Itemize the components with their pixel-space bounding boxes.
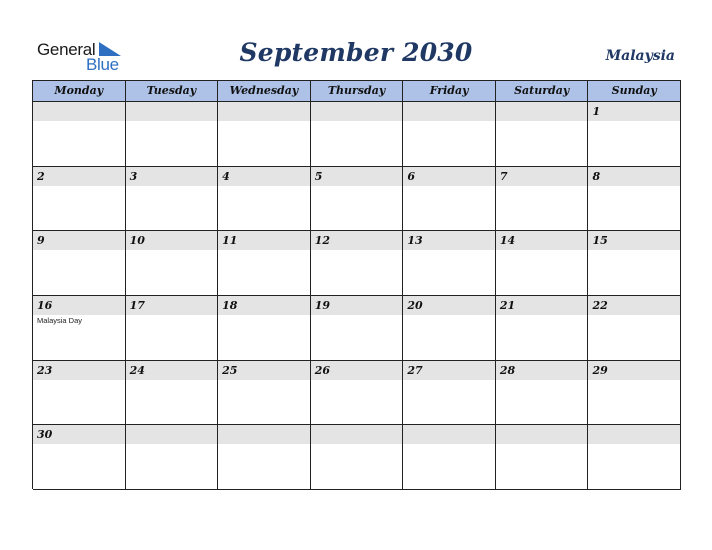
day-number-band bbox=[588, 167, 680, 186]
week-row bbox=[33, 102, 681, 167]
day-cell[interactable] bbox=[403, 231, 496, 296]
day-number: 30 bbox=[37, 428, 53, 442]
day-number-band bbox=[126, 102, 218, 121]
day-cell[interactable] bbox=[588, 361, 681, 426]
day-number: 17 bbox=[129, 299, 145, 313]
day-number: 11 bbox=[222, 234, 238, 248]
day-number: 8 bbox=[592, 169, 601, 183]
day-number: 29 bbox=[592, 363, 608, 377]
day-number-band bbox=[496, 425, 588, 444]
day-cell[interactable] bbox=[311, 296, 404, 361]
day-cell[interactable] bbox=[588, 296, 681, 361]
day-number: 6 bbox=[407, 169, 415, 183]
day-number: 9 bbox=[37, 234, 45, 248]
day-cell[interactable] bbox=[218, 231, 311, 296]
country-label: Malaysia bbox=[605, 48, 675, 64]
day-cell[interactable] bbox=[126, 167, 219, 232]
day-cell[interactable] bbox=[496, 167, 589, 232]
day-cell[interactable] bbox=[126, 361, 219, 426]
day-cell[interactable] bbox=[126, 231, 219, 296]
day-cell[interactable] bbox=[33, 167, 126, 232]
day-cell[interactable] bbox=[33, 231, 126, 296]
day-number: 18 bbox=[222, 299, 238, 313]
day-number-band bbox=[588, 102, 680, 121]
calendar-title: September 2030 bbox=[239, 38, 473, 67]
day-number: 12 bbox=[314, 234, 331, 248]
day-number-band bbox=[311, 167, 403, 186]
week-row bbox=[33, 167, 681, 232]
day-number-band bbox=[311, 425, 403, 444]
logo-text-general: General bbox=[37, 40, 96, 59]
day-cell[interactable] bbox=[496, 425, 589, 490]
day-cell[interactable] bbox=[588, 425, 681, 490]
day-cell[interactable] bbox=[403, 425, 496, 490]
day-number: 15 bbox=[592, 234, 608, 248]
day-number: 26 bbox=[314, 363, 331, 377]
day-cell[interactable] bbox=[588, 167, 681, 232]
week-row bbox=[33, 361, 681, 426]
day-number-band bbox=[496, 167, 588, 186]
day-number: 2 bbox=[37, 169, 45, 183]
day-cell[interactable] bbox=[33, 102, 126, 167]
weekday-header-friday: Friday bbox=[403, 81, 496, 102]
day-cell[interactable] bbox=[588, 102, 681, 167]
week-row bbox=[33, 425, 681, 490]
weekday-header-sunday: Sunday bbox=[588, 81, 681, 102]
day-number: 5 bbox=[314, 169, 323, 183]
day-number-band bbox=[311, 102, 403, 121]
day-cell[interactable] bbox=[403, 102, 496, 167]
day-number: 28 bbox=[499, 363, 516, 377]
logo-text-blue: Blue bbox=[86, 55, 119, 74]
day-cell[interactable] bbox=[496, 361, 589, 426]
day-cell[interactable] bbox=[311, 102, 404, 167]
day-number-band bbox=[33, 102, 125, 121]
weekday-header-monday: Monday bbox=[33, 81, 126, 102]
weekday-header-tuesday: Tuesday bbox=[126, 81, 219, 102]
day-cell[interactable] bbox=[496, 231, 589, 296]
day-cell[interactable] bbox=[218, 425, 311, 490]
day-number: 20 bbox=[407, 299, 423, 313]
day-cell[interactable] bbox=[218, 361, 311, 426]
calendar-body bbox=[33, 102, 681, 490]
day-cell[interactable] bbox=[33, 425, 126, 490]
day-cell[interactable] bbox=[311, 425, 404, 490]
day-number-band bbox=[218, 102, 310, 121]
holiday-label: Malaysia Day bbox=[37, 316, 83, 326]
calendar-grid bbox=[32, 80, 681, 489]
day-number: 22 bbox=[592, 299, 608, 313]
day-number: 24 bbox=[129, 363, 145, 377]
day-number: 13 bbox=[407, 234, 423, 248]
day-cell[interactable] bbox=[588, 231, 681, 296]
day-cell[interactable] bbox=[311, 167, 404, 232]
day-number: 10 bbox=[129, 234, 145, 248]
day-number-band bbox=[126, 167, 218, 186]
weekday-header-row bbox=[33, 81, 681, 102]
day-number-band bbox=[218, 425, 310, 444]
day-cell[interactable] bbox=[403, 361, 496, 426]
day-number: 7 bbox=[499, 169, 508, 183]
day-number-band bbox=[33, 167, 125, 186]
day-cell[interactable] bbox=[33, 361, 126, 426]
weekday-header-thursday: Thursday bbox=[311, 81, 404, 102]
day-cell[interactable] bbox=[311, 231, 404, 296]
day-number-band bbox=[588, 425, 680, 444]
day-number: 25 bbox=[222, 363, 238, 377]
day-number-band bbox=[218, 167, 310, 186]
week-row bbox=[33, 296, 681, 361]
day-number-band bbox=[126, 425, 218, 444]
day-cell[interactable] bbox=[126, 425, 219, 490]
day-cell[interactable] bbox=[496, 296, 589, 361]
day-number: 23 bbox=[37, 363, 53, 377]
day-number: 1 bbox=[592, 105, 601, 118]
day-number: 3 bbox=[129, 169, 138, 183]
day-cell[interactable] bbox=[126, 102, 219, 167]
weekday-header-wednesday: Wednesday bbox=[218, 81, 311, 102]
day-number-band bbox=[496, 102, 588, 121]
day-number-band bbox=[403, 425, 495, 444]
day-cell[interactable] bbox=[126, 296, 219, 361]
day-number: 27 bbox=[407, 363, 423, 377]
day-number: 4 bbox=[222, 169, 230, 183]
day-cell[interactable] bbox=[33, 296, 126, 361]
day-cell[interactable] bbox=[496, 102, 589, 167]
day-number: 16 bbox=[37, 299, 53, 313]
day-number: 19 bbox=[314, 299, 331, 313]
day-cell[interactable] bbox=[218, 102, 311, 167]
day-number-band bbox=[403, 102, 495, 121]
day-cell[interactable] bbox=[403, 167, 496, 232]
day-cell[interactable] bbox=[311, 361, 404, 426]
day-cell[interactable] bbox=[403, 296, 496, 361]
weekday-header-saturday: Saturday bbox=[496, 81, 589, 102]
day-cell[interactable] bbox=[218, 296, 311, 361]
day-number-band bbox=[403, 167, 495, 186]
day-number-band bbox=[33, 231, 125, 250]
day-number: 21 bbox=[499, 299, 516, 313]
day-cell[interactable] bbox=[218, 167, 311, 232]
week-row bbox=[33, 231, 681, 296]
day-number: 14 bbox=[499, 234, 516, 248]
